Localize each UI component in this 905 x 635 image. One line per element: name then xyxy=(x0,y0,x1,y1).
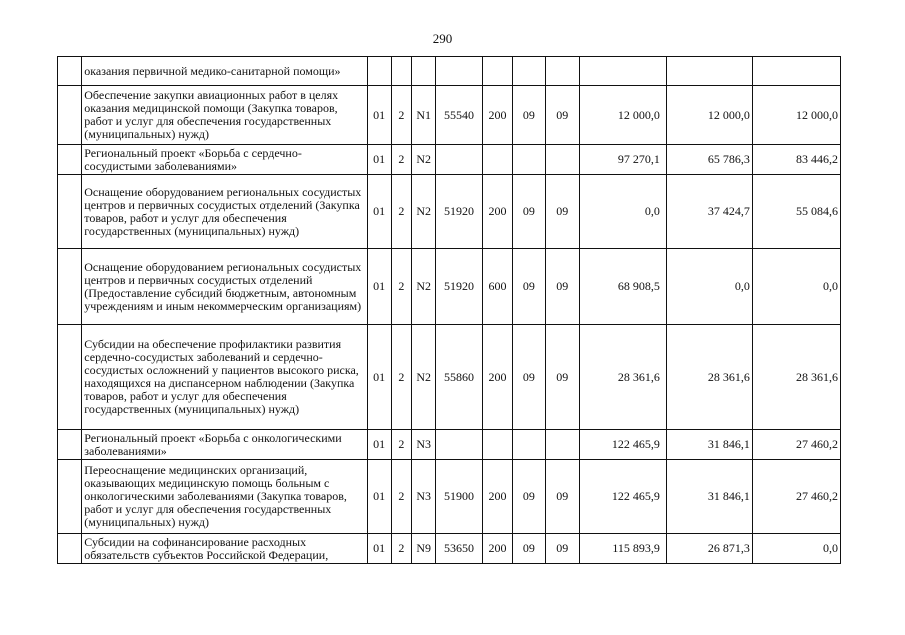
row-number-cell xyxy=(58,460,82,534)
amount-cell: 0,0 xyxy=(752,249,840,325)
amount-cell: 55 084,6 xyxy=(752,175,840,249)
code-cell: 09 xyxy=(545,325,579,430)
code-cell: N3 xyxy=(412,460,436,534)
row-name: оказания первичной медико-санитарной помощи» xyxy=(82,57,367,86)
code-cell xyxy=(482,57,512,86)
code-cell: 51920 xyxy=(436,175,483,249)
amount-cell xyxy=(579,57,666,86)
code-cell: 01 xyxy=(367,430,391,460)
row-number-cell xyxy=(58,175,82,249)
amount-cell: 28 361,6 xyxy=(752,325,840,430)
code-cell: N9 xyxy=(412,534,436,564)
code-cell: 01 xyxy=(367,460,391,534)
row-number-cell xyxy=(58,145,82,175)
code-cell: 01 xyxy=(367,325,391,430)
code-cell xyxy=(482,430,512,460)
page-number: 290 xyxy=(432,31,453,46)
code-cell: 600 xyxy=(482,249,512,325)
row-number-cell xyxy=(58,249,82,325)
code-cell xyxy=(545,430,579,460)
amount-cell: 122 465,9 xyxy=(579,460,666,534)
amount-cell: 27 460,2 xyxy=(752,430,840,460)
code-cell: 09 xyxy=(513,325,545,430)
amount-cell: 115 893,9 xyxy=(579,534,666,564)
row-name: Оснащение оборудованием региональных сосудистых центров и первичных сосудистых отделений (Закупка товаров, работ и услуг для обеспечения государственных (муниципальных) нужд) xyxy=(82,175,367,249)
code-cell xyxy=(391,57,411,86)
row-name: Региональный проект «Борьба с сердечно-сосудистыми заболеваниями» xyxy=(82,145,367,175)
amount-cell: 31 846,1 xyxy=(666,430,752,460)
code-cell: 09 xyxy=(513,534,545,564)
amount-cell: 28 361,6 xyxy=(579,325,666,430)
code-cell: 55540 xyxy=(436,86,483,145)
row-number-cell xyxy=(58,57,82,86)
amount-cell: 31 846,1 xyxy=(666,460,752,534)
code-cell: 2 xyxy=(391,249,411,325)
budget-table xyxy=(57,56,841,564)
amount-cell xyxy=(752,57,840,86)
code-cell xyxy=(513,430,545,460)
code-cell: 2 xyxy=(391,175,411,249)
code-cell xyxy=(367,57,391,86)
code-cell: N2 xyxy=(412,175,436,249)
row-number-cell xyxy=(58,86,82,145)
amount-cell: 37 424,7 xyxy=(666,175,752,249)
code-cell xyxy=(545,57,579,86)
code-cell: 09 xyxy=(545,86,579,145)
amount-cell: 0,0 xyxy=(666,249,752,325)
row-name: Региональный проект «Борьба с онкологическими заболеваниями» xyxy=(82,430,367,460)
code-cell: 200 xyxy=(482,460,512,534)
row-name: Оснащение оборудованием региональных сосудистых центров и первичных сосудистых отделений (Предоставление субсидий бюджетным, автономным учреждениям и иным некоммерческим организациям) xyxy=(82,249,367,325)
code-cell xyxy=(436,145,483,175)
code-cell: 09 xyxy=(513,460,545,534)
amount-cell xyxy=(666,57,752,86)
code-cell: 2 xyxy=(391,145,411,175)
code-cell: 200 xyxy=(482,534,512,564)
code-cell: 2 xyxy=(391,430,411,460)
code-cell xyxy=(513,145,545,175)
amount-cell: 68 908,5 xyxy=(579,249,666,325)
code-cell: 09 xyxy=(513,249,545,325)
amount-cell: 12 000,0 xyxy=(666,86,752,145)
code-cell: N2 xyxy=(412,249,436,325)
amount-cell: 12 000,0 xyxy=(752,86,840,145)
code-cell xyxy=(482,145,512,175)
amount-cell: 122 465,9 xyxy=(579,430,666,460)
row-number-cell xyxy=(58,534,82,564)
row-name: Субсидии на софинансирование расходных обязательств субъектов Российской Федерации, xyxy=(82,534,367,564)
amount-cell: 12 000,0 xyxy=(579,86,666,145)
code-cell xyxy=(436,57,483,86)
code-cell: 200 xyxy=(482,325,512,430)
code-cell: 2 xyxy=(391,325,411,430)
code-cell: 51920 xyxy=(436,249,483,325)
code-cell: 09 xyxy=(545,460,579,534)
row-number-cell xyxy=(58,325,82,430)
amount-cell: 27 460,2 xyxy=(752,460,840,534)
row-name: Субсидии на обеспечение профилактики развития сердечно-сосудистых заболеваний и сердечно-сосудистых осложнений у пациентов высокого риска, находящихся на диспансерном наблюдении (Закупка товаров, работ и услуг для обеспечения государственных (муниципальных) нужд) xyxy=(82,325,367,430)
code-cell xyxy=(412,57,436,86)
code-cell: 09 xyxy=(513,86,545,145)
code-cell: 09 xyxy=(545,175,579,249)
code-cell: 200 xyxy=(482,86,512,145)
amount-cell: 65 786,3 xyxy=(666,145,752,175)
code-cell xyxy=(545,145,579,175)
code-cell: 2 xyxy=(391,534,411,564)
row-name: Переоснащение медицинских организаций, оказывающих медицинскую помощь больным с онкологическими заболеваниями (Закупка товаров, работ и услуг для обеспечения государственных (муниципальных) нужд) xyxy=(82,460,367,534)
code-cell: 2 xyxy=(391,460,411,534)
code-cell: N3 xyxy=(412,430,436,460)
amount-cell: 0,0 xyxy=(752,534,840,564)
amount-cell: 26 871,3 xyxy=(666,534,752,564)
amount-cell: 0,0 xyxy=(579,175,666,249)
code-cell: 2 xyxy=(391,86,411,145)
table-row xyxy=(58,430,841,460)
table-row xyxy=(58,86,841,145)
row-name: Обеспечение закупки авиационных работ в целях оказания медицинской помощи (Закупка товаров, работ и услуг для обеспечения государственных (муниципальных) нужд) xyxy=(82,86,367,145)
code-cell: 51900 xyxy=(436,460,483,534)
code-cell: 01 xyxy=(367,175,391,249)
code-cell: 09 xyxy=(513,175,545,249)
table-row xyxy=(58,145,841,175)
code-cell: N1 xyxy=(412,86,436,145)
code-cell: 53650 xyxy=(436,534,483,564)
table-row xyxy=(58,325,841,430)
table-row xyxy=(58,175,841,249)
code-cell: 01 xyxy=(367,86,391,145)
code-cell: N2 xyxy=(412,325,436,430)
code-cell: 09 xyxy=(545,249,579,325)
code-cell: 01 xyxy=(367,249,391,325)
amount-cell: 97 270,1 xyxy=(579,145,666,175)
table-row xyxy=(58,57,841,86)
table-row xyxy=(58,460,841,534)
code-cell xyxy=(436,430,483,460)
code-cell: 01 xyxy=(367,534,391,564)
table-row xyxy=(58,249,841,325)
code-cell: N2 xyxy=(412,145,436,175)
code-cell: 01 xyxy=(367,145,391,175)
code-cell: 55860 xyxy=(436,325,483,430)
table-row xyxy=(58,534,841,564)
code-cell: 09 xyxy=(545,534,579,564)
row-number-cell xyxy=(58,430,82,460)
code-cell: 200 xyxy=(482,175,512,249)
code-cell xyxy=(513,57,545,86)
amount-cell: 28 361,6 xyxy=(666,325,752,430)
amount-cell: 83 446,2 xyxy=(752,145,840,175)
